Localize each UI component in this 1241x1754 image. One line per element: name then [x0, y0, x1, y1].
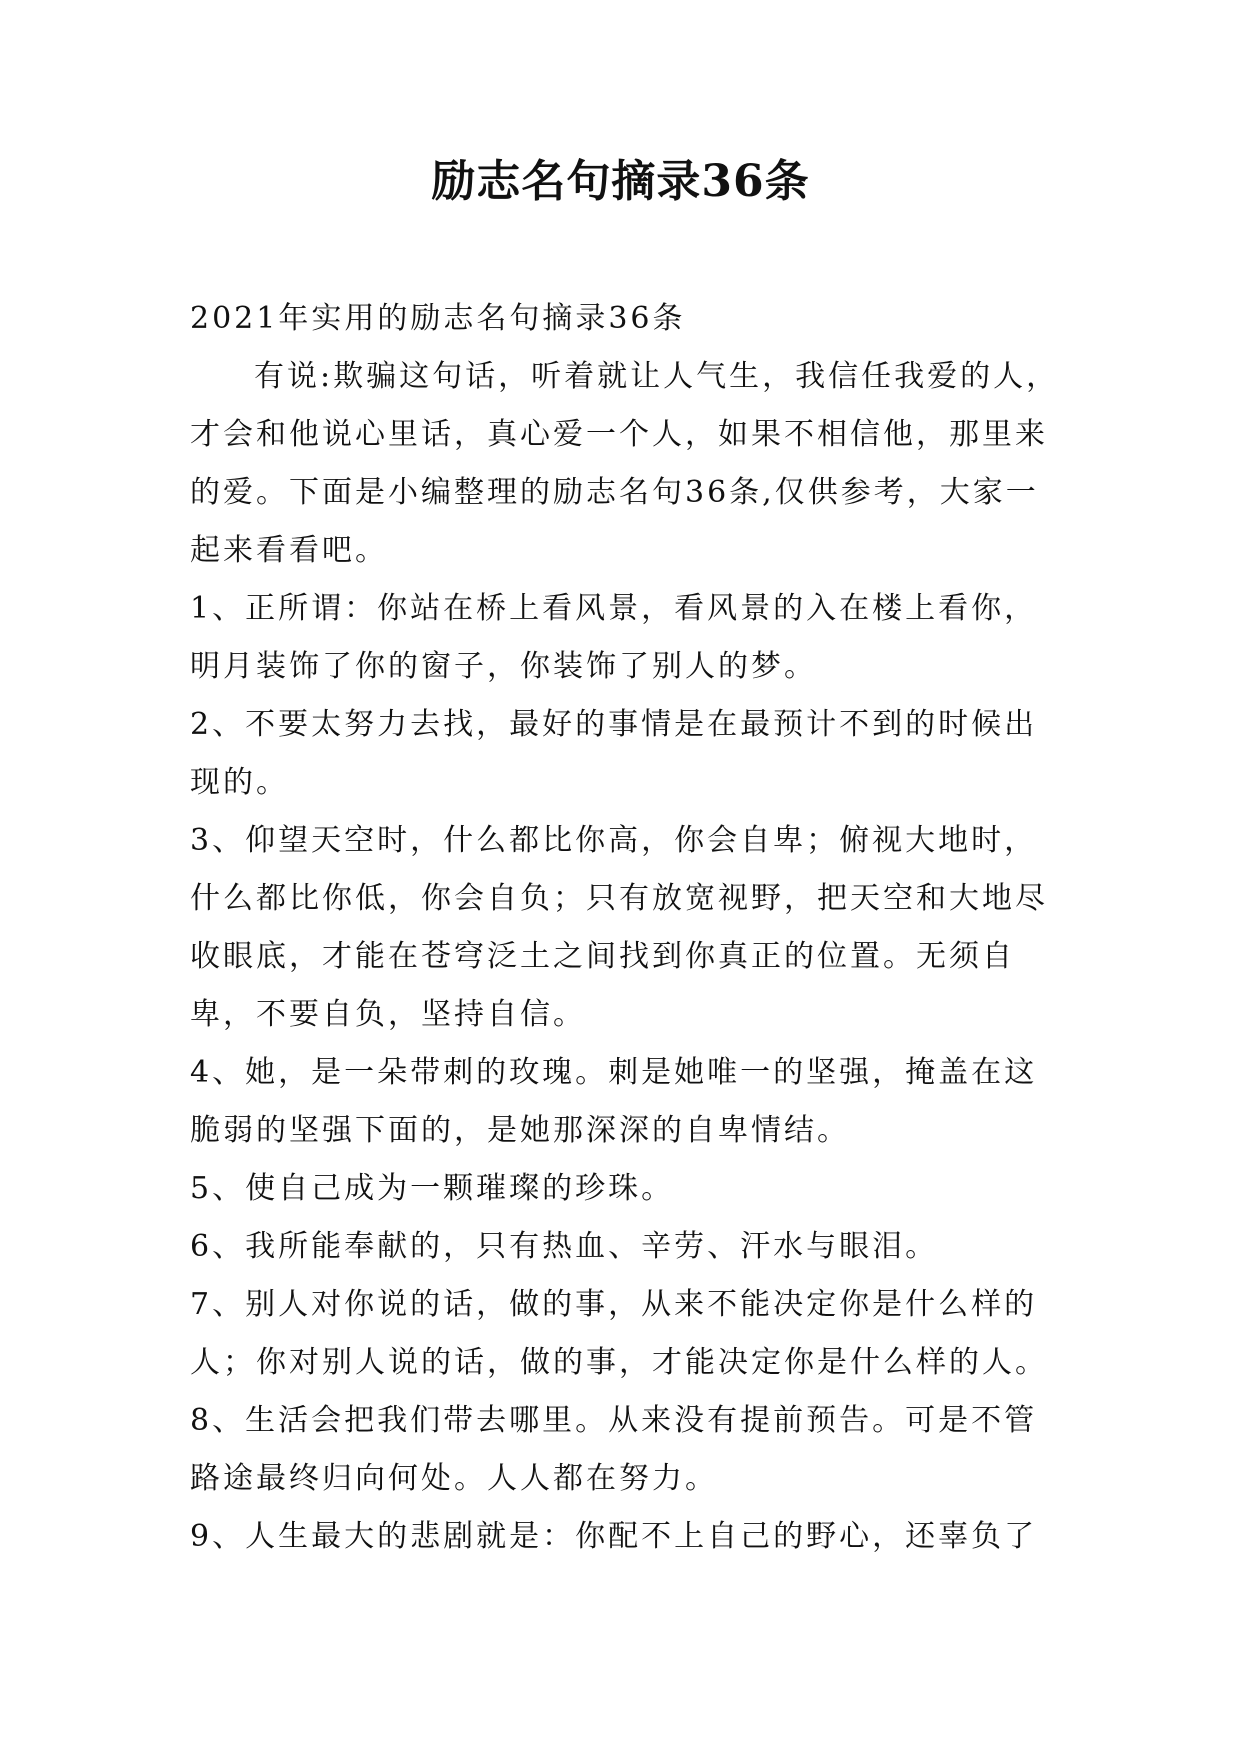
document-body — [190, 290, 1070, 1566]
quote-item-5: 5、使自己成为一颗璀璨的珍珠。 — [190, 1171, 675, 1206]
quote-item-1: 1、正所谓：你站在桥上看风景，看风景的入在楼上看你，明月装饰了你的窗子，你装饰了别人的梦。 — [190, 591, 1038, 684]
quote-item-8: 8、生活会把我们带去哪里。从来没有提前预告。可是不管路途最终归向何处。人人都在努力。 — [190, 1403, 1038, 1496]
intro-paragraph: 有说:欺骗这句话，听着就让人气生，我信任我爱的人，才会和他说心里话，真心爱一个人，如果不相信他，那里来的爱。下面是小编整理的励志名句36条,仅供参考，大家一起来看看吧。 — [190, 359, 1060, 568]
quote-item-7: 7、别人对你说的话，做的事，从来不能决定你是什么样的人；你对别人说的话，做的事，才能决定你是什么样的人。 — [190, 1287, 1048, 1380]
quote-item-3: 3、仰望天空时，什么都比你高，你会自卑；俯视大地时，什么都比你低，你会自负；只有放宽视野，把天空和大地尽收眼底，才能在苍穹泛土之间找到你真正的位置。无须自卑，不要自负，坚持自信。 — [190, 823, 1048, 1032]
document-title: 励志名句摘录36条 — [431, 156, 810, 207]
quote-item-6: 6、我所能奉献的，只有热血、辛劳、汗水与眼泪。 — [190, 1229, 939, 1264]
quote-item-4: 4、她，是一朵带刺的玫瑰。刺是她唯一的坚强，掩盖在这脆弱的坚强下面的，是她那深深的自卑情结。 — [190, 1055, 1038, 1148]
quote-item-9: 9、人生最大的悲剧就是：你配不上自己的野心，还辜负了 — [190, 1519, 1038, 1554]
quote-item-2: 2、不要太努力去找，最好的事情是在最预计不到的时候出现的。 — [190, 707, 1038, 800]
document-subtitle: 2021年实用的励志名句摘录36条 — [190, 301, 686, 336]
